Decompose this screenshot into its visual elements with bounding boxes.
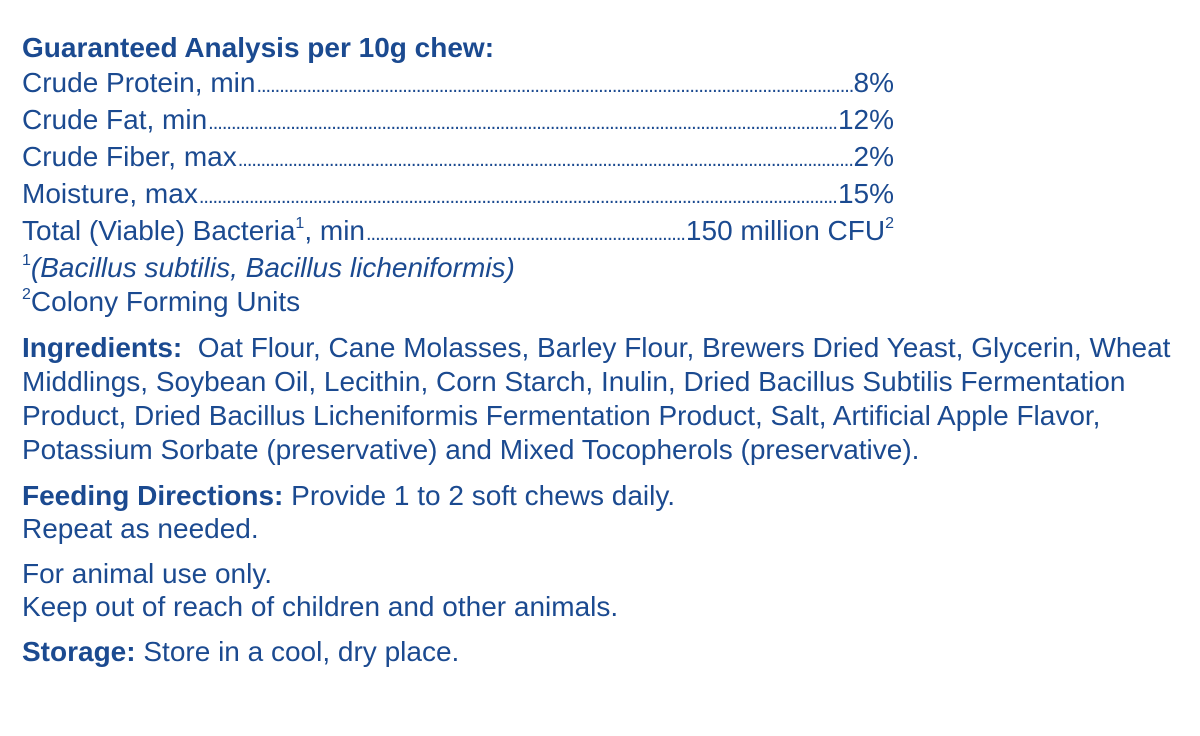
dot-leader (208, 103, 837, 140)
feeding-line-2: Repeat as needed. (22, 513, 259, 544)
warning-line-2: Keep out of reach of children and other animals. (22, 591, 619, 622)
feeding-section (22, 479, 1182, 545)
analysis-value: 8% (853, 67, 894, 98)
analysis-label: Moisture, max (22, 178, 198, 209)
footnote-marker: 1 (22, 252, 31, 269)
storage-heading: Storage: (22, 636, 136, 667)
storage-section (22, 635, 1182, 668)
analysis-label: Crude Protein, min (22, 67, 256, 98)
analysis-row-moisture (22, 177, 894, 214)
footnote-1 (22, 251, 1182, 285)
footnote-text: (Bacillus subtilis, Bacillus licheniformis) (30, 252, 515, 283)
ingredients-heading: Ingredients: (22, 332, 183, 363)
analysis-row-protein (22, 66, 894, 103)
footnote-text: Colony Forming Units (30, 286, 301, 317)
feeding-text: Provide 1 to 2 soft chews daily. (291, 480, 676, 511)
storage-text: Store in a cool, dry place. (143, 636, 460, 667)
footnote-marker: 1 (295, 215, 305, 232)
guaranteed-analysis-section (22, 30, 1182, 319)
analysis-value: 12% (837, 104, 894, 135)
analysis-row-fat (22, 103, 894, 140)
analysis-value: 2% (853, 141, 894, 172)
guaranteed-analysis-title: Guaranteed Analysis per 10g chew: (22, 32, 495, 63)
dot-leader (238, 140, 853, 177)
label-panel (22, 30, 1182, 668)
bacteria-label-text: Total (Viable) Bacteria (22, 215, 296, 246)
analysis-row-bacteria (22, 214, 894, 251)
bacteria-value-text: 150 million CFU (685, 215, 886, 246)
footnote-marker: 2 (885, 215, 894, 232)
warning-line-1: For animal use only. (22, 558, 273, 589)
analysis-value: 15% (837, 178, 894, 209)
ingredients-section (22, 331, 1182, 467)
footnote-2 (22, 285, 1182, 319)
bacteria-label-tail: , min (304, 215, 365, 246)
footnote-marker: 2 (22, 286, 31, 303)
feeding-line-1 (22, 479, 1182, 512)
feeding-heading: Feeding Directions: (22, 480, 284, 511)
warnings-section (22, 557, 1182, 623)
analysis-row-fiber (22, 140, 894, 177)
dot-leader (366, 214, 685, 251)
analysis-label: Crude Fiber, max (22, 141, 237, 172)
analysis-value (686, 214, 894, 247)
ingredients-text: Oat Flour, Cane Molasses, Barley Flour, Brewers Dried Yeast, Glycerin, Wheat Middlings, Soybean Oil, Lecithin, Corn Starch, Inulin, Dried Bacillus Subtilis Fermentation Product, Dried Bacillus Licheniformis Fermentation Product, Salt, Artificial Apple Flavor, Potassium Sorbate (preservative) and Mixed Tocopherols (preservative). (22, 332, 1171, 465)
storage-line (22, 635, 1182, 668)
analysis-label (22, 214, 365, 247)
dot-leader (256, 66, 852, 103)
analysis-label: Crude Fat, min (22, 104, 208, 135)
dot-leader (199, 177, 837, 214)
